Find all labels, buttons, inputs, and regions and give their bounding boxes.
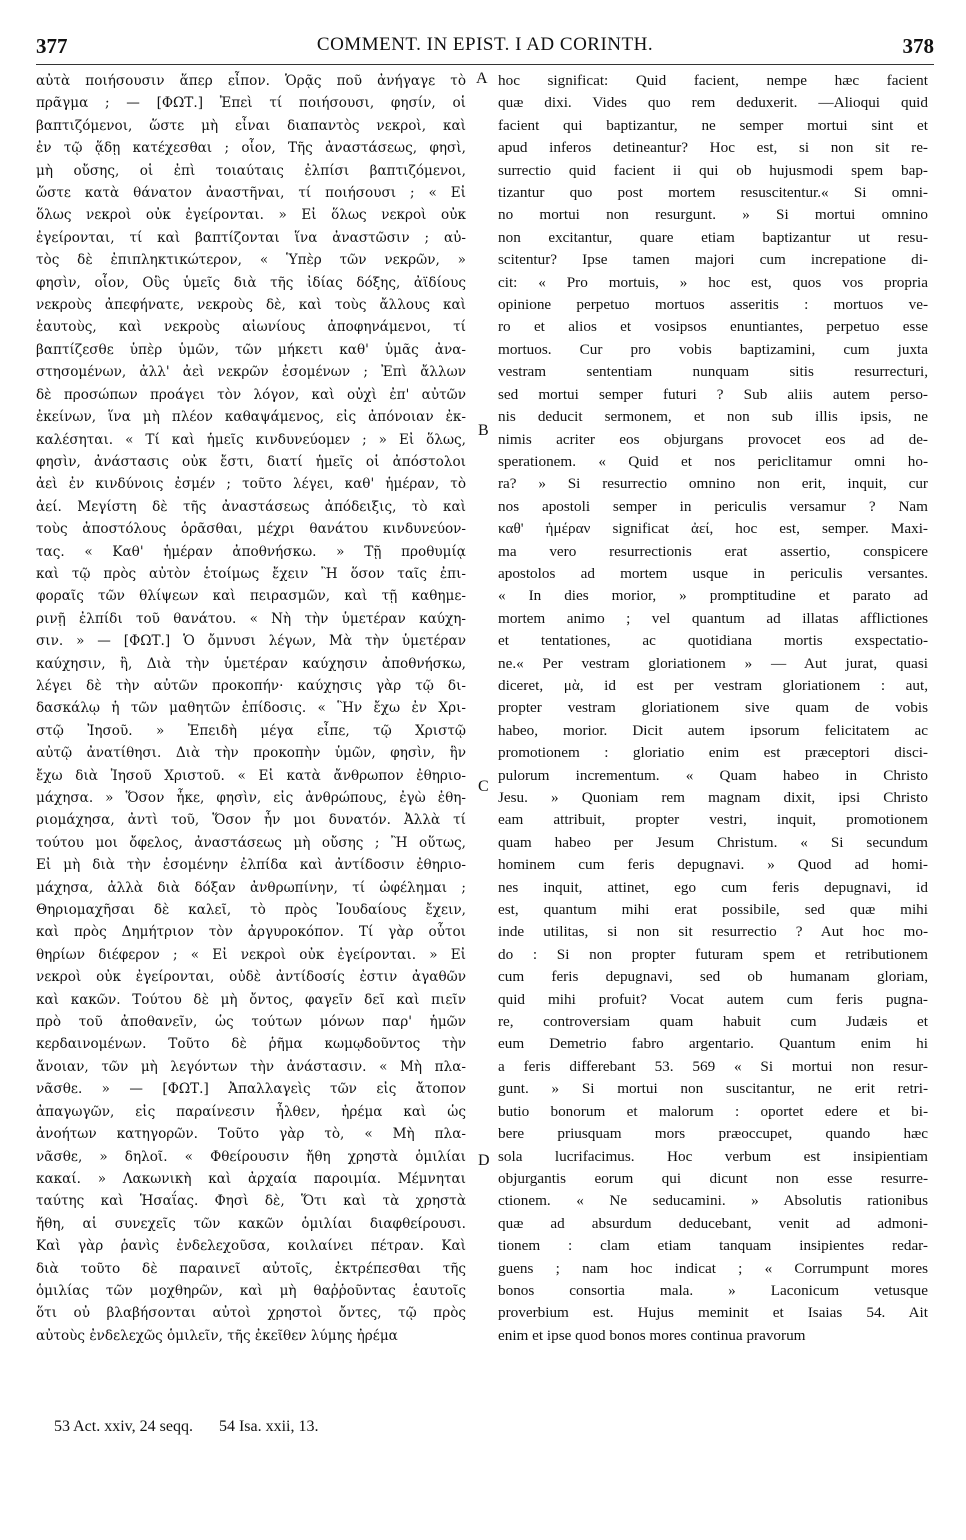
text-line: sola lucrifacimus. Hoc verbum est insipientiam	[498, 1147, 928, 1165]
text-line: facient qui baptizantur, ne semper mortui sint et	[498, 116, 928, 134]
text-line: αὐτὰ ποιήσουσιν ἅπερ εἶπον. Ὁρᾷς ποῦ ἀνήγαγε τὸ	[36, 73, 466, 89]
text-line: Θηριομαχῆσαι δὲ καλεῖ, τὸ πρὸς Ἰουδαίους ἔχειν,	[36, 902, 466, 919]
text-line: αὐτοὺς ἐνδελεχῶς ὁμιλεῖν, τῆς ἐκεῖθεν λύμης ἠρέμα	[36, 1327, 398, 1344]
text-line: ἄνοιαν, τῶν μὴ λεγόντων τὴν ἀνάστασιν. « Μὴ πλα-	[36, 1058, 466, 1075]
text-line: opinione perpetuo mortuos asseritis : mortuos ve-	[498, 296, 928, 314]
text-line: quam habeo per Jesum Christum. « Si secundum	[498, 833, 928, 851]
text-line: do : Si non propter futuram spem et retributionem	[498, 945, 928, 963]
text-line: nimis acriter eos objurgans provocet eos ad de-	[498, 430, 928, 448]
text-line: ro et alios et vosipsos enuntiantes, perpetuo esse	[498, 318, 928, 336]
text-line: στησομένων, ἀλλ' ἀεὶ νεκρῶν ἐσομένων ; Ἐπὶ ἄλλων	[36, 364, 466, 381]
text-line: βαπτίζεσθε ὑπὲρ ὑμῶν, τῶν μήκετι καθ' ὑμᾶς ἀνα-	[36, 341, 466, 358]
text-line: Εἰ μὴ διὰ τὴν ἐσομένην ἐλπίδα καὶ ἀντίδοσιν ἐθηριο-	[36, 857, 466, 874]
text-line: surrectio quid facient ii qui ob hujusmodi spem bap-	[498, 161, 928, 179]
text-line: σιν. » — [ΦΩΤ.] Ὁ ὄμνυσι λέγων, Μὰ τὴν ὑμετέραν	[36, 633, 466, 650]
text-line: est, quantum mihi erat possibile, sed quæ mihi	[498, 901, 928, 919]
text-line: στῷ Ἰησοῦ. » Ἐπειδὴ μέγα εἶπε, τῷ Χριστῷ	[36, 722, 466, 739]
text-line: ma vero resurrectionis erat assertio, conspicere	[498, 542, 928, 560]
text-line: λέγει δὲ τὴν αὐτῶν προκοπήν· καύχησις γὰρ τῷ δι-	[36, 677, 466, 694]
text-line: τας. « Καθ' ἡμέραν ἀποθνήσκω. » Τῇ προθυμίᾳ	[36, 543, 466, 560]
page-header	[36, 34, 934, 60]
section-marker-d: D	[478, 1152, 490, 1169]
text-line: καθ' ἡμέραν significat ἀεί, hoc est, semper. Maxi-	[498, 520, 928, 538]
text-line: Καὶ γὰρ ῥανὶς ἐνδελεχοῦσα, κοιλαίνει πέτραν. Καὶ	[36, 1238, 466, 1255]
text-line: ἤθη, αἱ συνεχεῖς τῶν κακῶν ὁμιλίαι διαφθείρουσι.	[36, 1215, 466, 1232]
text-line: sed mortui semper futuri ? Sub aliis autem perso-	[498, 385, 928, 403]
text-line: vestram sententiam nunquam sitis resurrecturi,	[498, 363, 928, 381]
text-line: καλέσηται. « Τί καὶ ἡμεῖς κινδυνεύομεν ; » Εἰ ὅλως,	[36, 431, 466, 448]
text-line: eam attribuit, propter vestri, inquit, promotionem	[498, 811, 928, 829]
text-line: φησὶν, ἀνάστασις οὐκ ἔστι, διατί ἡμεῖς οἱ ἀπόστολοι	[36, 453, 466, 470]
text-line: proverbium est. Hujus meminit et Isaias 54. Ait	[498, 1304, 928, 1322]
text-line: ctionem. « Ne seducamini. » Absolutis rationibus	[498, 1192, 928, 1210]
text-line: no mortui non resurgunt. » Si mortui omnino	[498, 206, 928, 224]
text-line: φησὶν, οἷον, Οὓς ὑμεῖς διὰ τῆς ἰδίας δόξης, ἀϊδίους	[36, 274, 466, 291]
text-line: ἑαυτοὺς, καὶ νεκροὺς αἰωνίους ἀποφηνάμενοι, τί	[36, 319, 466, 336]
text-line: mortuos. Cur pro vobis baptizamini, cum juxta	[498, 340, 928, 358]
text-line: ἀπαγωγῶν, εἰς παραίνεσιν ἦλθεν, ἠρέμα καὶ ὡς	[36, 1103, 466, 1120]
section-marker-a: A	[476, 70, 488, 87]
text-line: πρᾶγμα ; — [ΦΩΤ.] Ἐπεὶ τί ποιήσουσι, φησίν, οἱ	[36, 95, 466, 112]
text-line: sperationem. « Quid et nos periclitamur omni ho-	[498, 452, 928, 470]
page-number-left: 377	[36, 34, 68, 58]
text-line: mortem animo ; vel quantum ad illatas afflictiones	[498, 609, 928, 627]
text-line: Jesu. » Quoniam rem magnam dixit, ipsi Christo	[498, 789, 928, 806]
text-line: ρινῇ ἐλπίδι τοῦ θανάτου. « Νὴ τὴν ὑμετέραν καύχη-	[36, 610, 466, 627]
text-line: ἀεὶ ἐν κινδύνοις ἐσμέν ; τοῦτο λέγει, καθ' ἡμέραν, τὸ	[36, 476, 466, 493]
text-line: ra? » Si resurrectio omnino non erit, inquit, cur	[498, 475, 928, 493]
text-line: « In dies morior, » promptitudine et parato ad	[498, 587, 928, 605]
text-line: ὁμιλίας τῶν μοχθηρῶν, καὶ μὴ θαῤῥοῦντας ἑαυτοῖς	[36, 1282, 466, 1299]
footnote-53: 53 Act. xxiv, 24 seqq.	[54, 1418, 193, 1435]
text-line: quæ ad absurdum deducebant, venit ad admoni-	[498, 1214, 928, 1232]
text-line: et tentationes, ac quotidiana mortis exspectatio-	[498, 632, 928, 650]
text-line: ἐγείρονται, τί καὶ βαπτίζονται ἵνα ἀναστῶσιν ; αὐ-	[36, 229, 466, 246]
text-line: quæ dixi. Vides quo rem deduxerit. —Alioqui quid	[498, 94, 928, 112]
text-line: ἔχω διὰ Ἰησοῦ Χριστοῦ. « Εἰ κατὰ ἄνθρωπον ἐθηριο-	[36, 767, 466, 784]
text-line: βαπτιζόμενοι, ὥστε μὴ εἶναι διαπαντὸς νεκροὶ, καὶ	[36, 117, 466, 134]
text-line: propter vestram gloriationem sive quam de vobis	[498, 699, 928, 717]
text-line: θηρίων διέφερον ; « Εἰ νεκροὶ οὐκ ἐγείρονται. » Εἰ	[36, 946, 466, 963]
text-line: τούτου μοι ὄφελος, ἀναστάσεως μὴ οὔσης ; Ἢ οὕτως,	[36, 834, 466, 851]
text-line: νεκροὶ οὐκ ἐγείρονται, οὐδὲ ἀντίδοσίς ἐστιν ἀγαθῶν	[36, 969, 466, 986]
text-line: ὥστε κατὰ θάνατον ἀναστῆναι, τί ποιήσουσι ; « Εἰ	[36, 185, 466, 202]
text-line: νᾶσθε, » δηλοῖ. « Φθείρουσιν ἤθη χρηστὰ ὁμιλίαι	[36, 1148, 466, 1165]
text-line: tionem : clam etiam tanquam insipientes redar-	[498, 1237, 928, 1255]
text-line: gunt. » Si mortui non suscitantur, ne erit retri-	[498, 1080, 928, 1098]
text-line: μάχησα, ἀλλὰ διὰ δόξαν ἀνθρωπίνην, τί ὠφέλημαι ;	[36, 879, 466, 896]
page-number-right: 378	[902, 34, 934, 58]
text-line: νᾶσθε. » — [ΦΩΤ.] Ἀπαλλαγεὶς τῶν εἰς ἄτοπον	[36, 1081, 466, 1098]
text-line: guens ; nam hoc indicat ; « Corrumpunt mores	[498, 1259, 928, 1277]
text-line: nis deducit sermonem, et non sub illis ipsis, ne	[498, 408, 928, 426]
text-line: a feris differebant 53. 569 « Si mortui non resur-	[498, 1057, 928, 1075]
text-line: καὶ κακῶν. Τούτου δὲ μὴ ὄντος, φαγεῖν δεῖ καὶ πιεῖν	[36, 991, 466, 1008]
footnotes	[54, 1418, 341, 1436]
text-line: eum Demetrio fabro argentario. Quantum enim hi	[498, 1035, 928, 1053]
text-line: cum feris depugnavi, sed ob humanam gloriam,	[498, 968, 928, 986]
text-line: cit: « Pro mortuis, » hoc est, quos vos propria	[498, 273, 928, 291]
text-line: κερδαινομένων. Τοῦτο δὲ ῥῆμα κωμῳδοῦντος τὴν	[36, 1036, 466, 1053]
text-line: κακαί. » Λακωνικὴ καὶ ἀρχαία παροιμία. Μέμνηται	[36, 1170, 466, 1187]
text-line: ἀνοήτων κατηγορῶν. Τοῦτο γὰρ τὸ, « Μὴ πλα-	[36, 1126, 466, 1143]
text-line: scitentur? Ipse tamen majori cum increpatione di-	[498, 251, 928, 269]
text-line: diceret, μὰ, id est per vestram gloriationem : aut,	[498, 676, 928, 694]
text-line: φοραῖς τῶν θλίψεων καὶ πειρασμῶν, καὶ τῇ καθημε-	[36, 588, 466, 605]
section-marker-b: B	[478, 422, 489, 439]
text-line: habeo, morior. Dicit autem ipsorum felicitatem ac	[498, 721, 928, 739]
running-title: COMMENT. IN EPIST. I AD CORINTH.	[316, 34, 654, 55]
text-line: quid mihi profuit? Vocat autem cum feris pugna-	[498, 990, 928, 1008]
text-line: μάχησα. » Ὅσον ἧκε, φησὶν, εἰς ἀνθρώπους, ἐγὼ ἐθη-	[36, 790, 466, 806]
text-line: νεκροὺς ἀπεφήνατε, νεκροὺς δὲ, καὶ τοὺς ἄλλους καὶ	[36, 297, 466, 314]
text-line: καὶ πρὸς Δημήτριον τὸν ἀργυροκόπον. Τί γὰρ οὗτοι	[36, 924, 466, 941]
greek-column	[36, 70, 466, 1347]
text-line: bere priusquam mors præoccupet, quando hæc	[498, 1125, 928, 1143]
text-line: nes inquit, attinet, ego cum feris depugnavi, id	[498, 878, 928, 896]
text-line: tizantur quo post mortem resuscitentur.« Si omni-	[498, 184, 928, 202]
header-rule	[36, 64, 934, 65]
latin-column	[498, 70, 928, 1347]
text-line: hominem cum feris depugnavi. » Quod ad homi-	[498, 856, 928, 874]
text-line: ἐν τῷ ᾅδῃ κατέχεσθαι ; οἷον, Τῆς ἀναστάσεως, φησὶ,	[36, 140, 466, 157]
text-line: ne.« Per vestram gloriationem » — Aut jurat, quasi	[498, 654, 928, 672]
text-line: enim et ipse quod bonos mores continua pravorum	[498, 1326, 806, 1344]
text-line: butio bonorum et malorum : oportet edere et bi-	[498, 1102, 928, 1120]
text-line: ὅλως νεκροὶ οὐκ ἐγείρονται. » Εἰ ὅλως νεκροὶ οὐκ	[36, 207, 466, 224]
text-line: ταύτης καὶ Ἡσαΐας. Φησὶ δὲ, Ὅτι καὶ τὰ χρηστὰ	[36, 1193, 466, 1210]
text-line: hoc significat: Quid facient, nempe hæc facient	[498, 72, 928, 89]
text-line: διὰ τοῦτο δὲ παραινεῖ αὐτοῖς, ἐκτρέπεσθαι τῆς	[36, 1260, 466, 1277]
text-line: promotionem : gloriatio enim est præceptori disci-	[498, 744, 928, 762]
text-line: ὅτι οὐ βλαβήσονται αὐτοὶ χρηστοὶ ὄντες, τῷ πρὸς	[36, 1305, 466, 1322]
text-line: objurgantis eorum qui dicunt non esse resurre-	[498, 1169, 928, 1187]
footnote-54: 54 Isa. xxii, 13.	[218, 1418, 319, 1435]
text-line: non excitantur, quare etiam baptizantur ut resu-	[498, 228, 928, 246]
text-line: πρὸ τοῦ ἀποθανεῖν, ὡς τούτων μόνων παρ' ἡμῶν	[36, 1014, 466, 1031]
text-line: δὲ προσώπων προάγει τὸν λόγον, καὶ οὐχὶ ἐπ' αὐτῶν	[36, 386, 466, 403]
text-line: re, controversiam quam habuit cum Judæis et	[498, 1013, 928, 1031]
text-line: ἀεί. Μεγίστη δὲ τῆς ἀναστάσεως ἀπόδειξις, τὸ καὶ	[36, 498, 466, 515]
text-line: ἐκείνων, ἵνα μὴ πλέον καθαψάμενος, εἰς ἀπόνοιαν ἐκ-	[36, 409, 466, 426]
text-line: ριομάχησα, ἀντὶ τοῦ, Ὅσον ἦν μοι δυνατόν. Ἀλλὰ τί	[36, 812, 466, 829]
text-line: pulorum incrementum. « Quam habeo in Christo	[498, 766, 928, 784]
text-line: αὐτῷ ἀνατίθησι. Διὰ τὴν προκοπὴν ὑμῶν, φησὶν, ἣν	[36, 745, 466, 762]
text-line: τὸς δὲ ἐπιπληκτικώτερον, « Ὑπὲρ τῶν νεκρῶν, »	[36, 252, 466, 269]
text-line: μὴ οὔσης, οἱ ἐπὶ τοιαύταις ἐλπίσι βαπτιζόμενοι,	[36, 162, 466, 179]
text-line: δασκάλῳ ἡ τῶν μαθητῶν ἐπίδοσις. « Ἣν ἔχω ἐν Χρι-	[36, 700, 466, 717]
text-line: nos apostoli semper in periculis versamur ? Nam	[498, 497, 928, 515]
text-line: bonos consortia mala. » Laconicum vetusque	[498, 1281, 928, 1299]
text-line: apostolos ad mortem usque in periculis versantes.	[498, 564, 928, 582]
text-line: τοὺς ἀποστόλους ὁρᾶσθαι, μέχρι θανάτου κινδυνεύον-	[36, 521, 466, 538]
text-line: apud inferos detineantur? Hoc est, si non sit re-	[498, 139, 928, 157]
section-marker-c: C	[478, 778, 489, 795]
text-line: inde utilitas, si non sit resurrectio ? Aut hoc mo-	[498, 923, 928, 941]
text-line: καύχησιν, ἢ, Διὰ τὴν ὑμετέραν καύχησιν ἀποθνήσκω,	[36, 655, 466, 672]
text-line: καὶ τῷ πρὸς αὐτὸν ἑτοίμως ἔχειν Ἢ ὅσον ταῖς ἐπι-	[36, 565, 466, 582]
